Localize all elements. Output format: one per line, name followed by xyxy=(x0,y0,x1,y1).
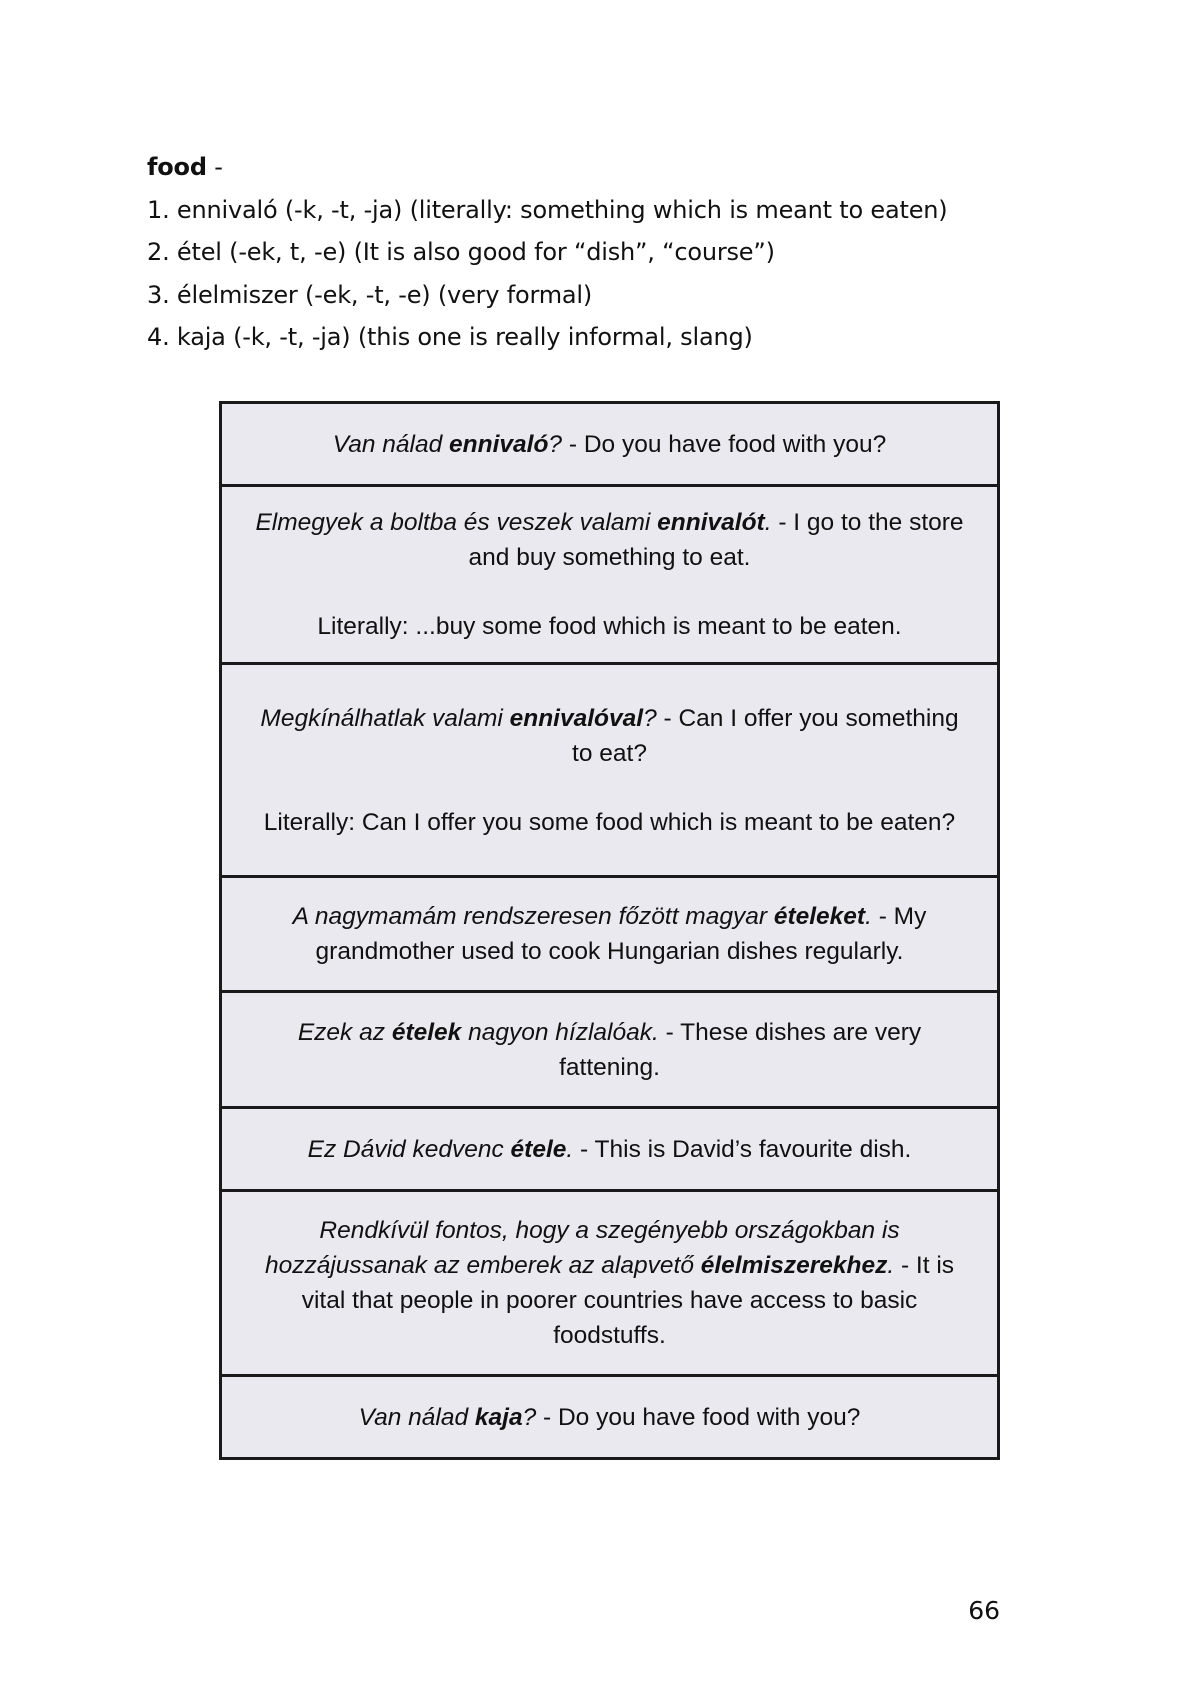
english-translation: - Can I offer you something to eat? xyxy=(572,704,959,767)
english-translation: - This is David’s favourite dish. xyxy=(573,1135,912,1163)
hungarian-text: . xyxy=(566,1135,574,1163)
english-translation: - I go to the store and buy something to eat. xyxy=(468,509,964,571)
page-number: 66 xyxy=(968,1596,1000,1625)
hungarian-text: . xyxy=(887,1252,895,1279)
example-sentence xyxy=(250,505,969,575)
keyword: ételeket xyxy=(773,903,866,930)
keyword: élelmiszerekhez xyxy=(700,1252,888,1279)
definition-4: 4. kaja (-k, -t, -ja) (this one is really informal, slang) xyxy=(147,323,753,351)
example-sentence xyxy=(250,701,969,771)
hungarian-text: Van nálad xyxy=(358,1403,475,1431)
table-row xyxy=(221,664,999,877)
keyword: kaja xyxy=(474,1403,523,1431)
english-translation: - It is vital that people in poorer countries have access to basic foodstuffs. xyxy=(301,1252,955,1349)
hungarian-text: . xyxy=(865,903,872,930)
example-cell xyxy=(221,1191,999,1376)
example-sentence xyxy=(250,1400,969,1435)
keyword: étele xyxy=(510,1135,567,1163)
keyword: ennivalóval xyxy=(509,704,644,732)
example-sentence xyxy=(250,1132,969,1167)
definition-2: 2. étel (-ek, t, -e) (It is also good for “dish”, “course”) xyxy=(147,238,775,266)
example-sentence xyxy=(250,427,969,462)
hungarian-text: . xyxy=(764,509,772,536)
hungarian-text: ? xyxy=(643,704,657,732)
hungarian-text: Elmegyek a boltba és veszek valami xyxy=(255,509,658,536)
keyword: ennivalót xyxy=(657,509,765,536)
example-cell xyxy=(221,664,999,877)
example-cell xyxy=(221,486,999,664)
literal-translation: Literally: ...buy some food which is meant to be eaten. xyxy=(317,613,902,640)
example-sentence xyxy=(250,899,969,969)
example-cell xyxy=(221,992,999,1108)
hungarian-text: Ezek az xyxy=(297,1018,392,1046)
example-cell xyxy=(221,877,999,992)
hungarian-text: ? xyxy=(522,1403,537,1431)
hungarian-text: Van nálad xyxy=(332,430,450,458)
keyword: ennivaló xyxy=(449,430,549,458)
headword: food xyxy=(147,153,207,181)
example-sentence xyxy=(250,1015,969,1085)
example-sentences-table xyxy=(219,401,1000,1460)
vocabulary-entry xyxy=(147,146,1047,359)
example-cell xyxy=(221,1376,999,1459)
hungarian-text: Rendkívül fontos, hogy a szegényebb országokban is hozzájussanak az emberek az alapvető xyxy=(264,1217,900,1279)
example-sentence xyxy=(250,1213,969,1353)
table-row xyxy=(221,1191,999,1376)
table-row xyxy=(221,877,999,992)
table-row xyxy=(221,1376,999,1459)
table-row xyxy=(221,992,999,1108)
hungarian-text: A nagymamám rendszeresen főzött magyar xyxy=(292,903,774,930)
headword-dash: - xyxy=(206,153,223,181)
hungarian-text: ? xyxy=(548,430,563,458)
keyword: ételek xyxy=(391,1018,462,1046)
english-translation: - My grandmother used to cook Hungarian dishes regularly. xyxy=(315,903,927,965)
english-translation: - These dishes are very fattening. xyxy=(559,1018,922,1081)
definition-3: 3. élelmiszer (-ek, -t, -e) (very formal) xyxy=(147,280,593,309)
english-translation: - Do you have food with you? xyxy=(536,1403,861,1431)
headword-line xyxy=(147,146,1047,189)
table-row xyxy=(221,1108,999,1191)
literal-translation: Literally: Can I offer you some food which is meant to be eaten? xyxy=(263,808,956,836)
example-cell xyxy=(221,403,999,486)
table-row xyxy=(221,486,999,664)
hungarian-text: Ez Dávid kedvenc xyxy=(307,1135,511,1163)
hungarian-text: nagyon hízlalóak. xyxy=(461,1018,659,1046)
english-translation: - Do you have food with you? xyxy=(562,430,887,458)
hungarian-text: Megkínálhatlak valami xyxy=(260,704,510,732)
table-row xyxy=(221,403,999,486)
example-cell xyxy=(221,1108,999,1191)
definition-1: 1. ennivaló (-k, -t, -ja) (literally: something which is meant to eaten) xyxy=(147,195,948,224)
